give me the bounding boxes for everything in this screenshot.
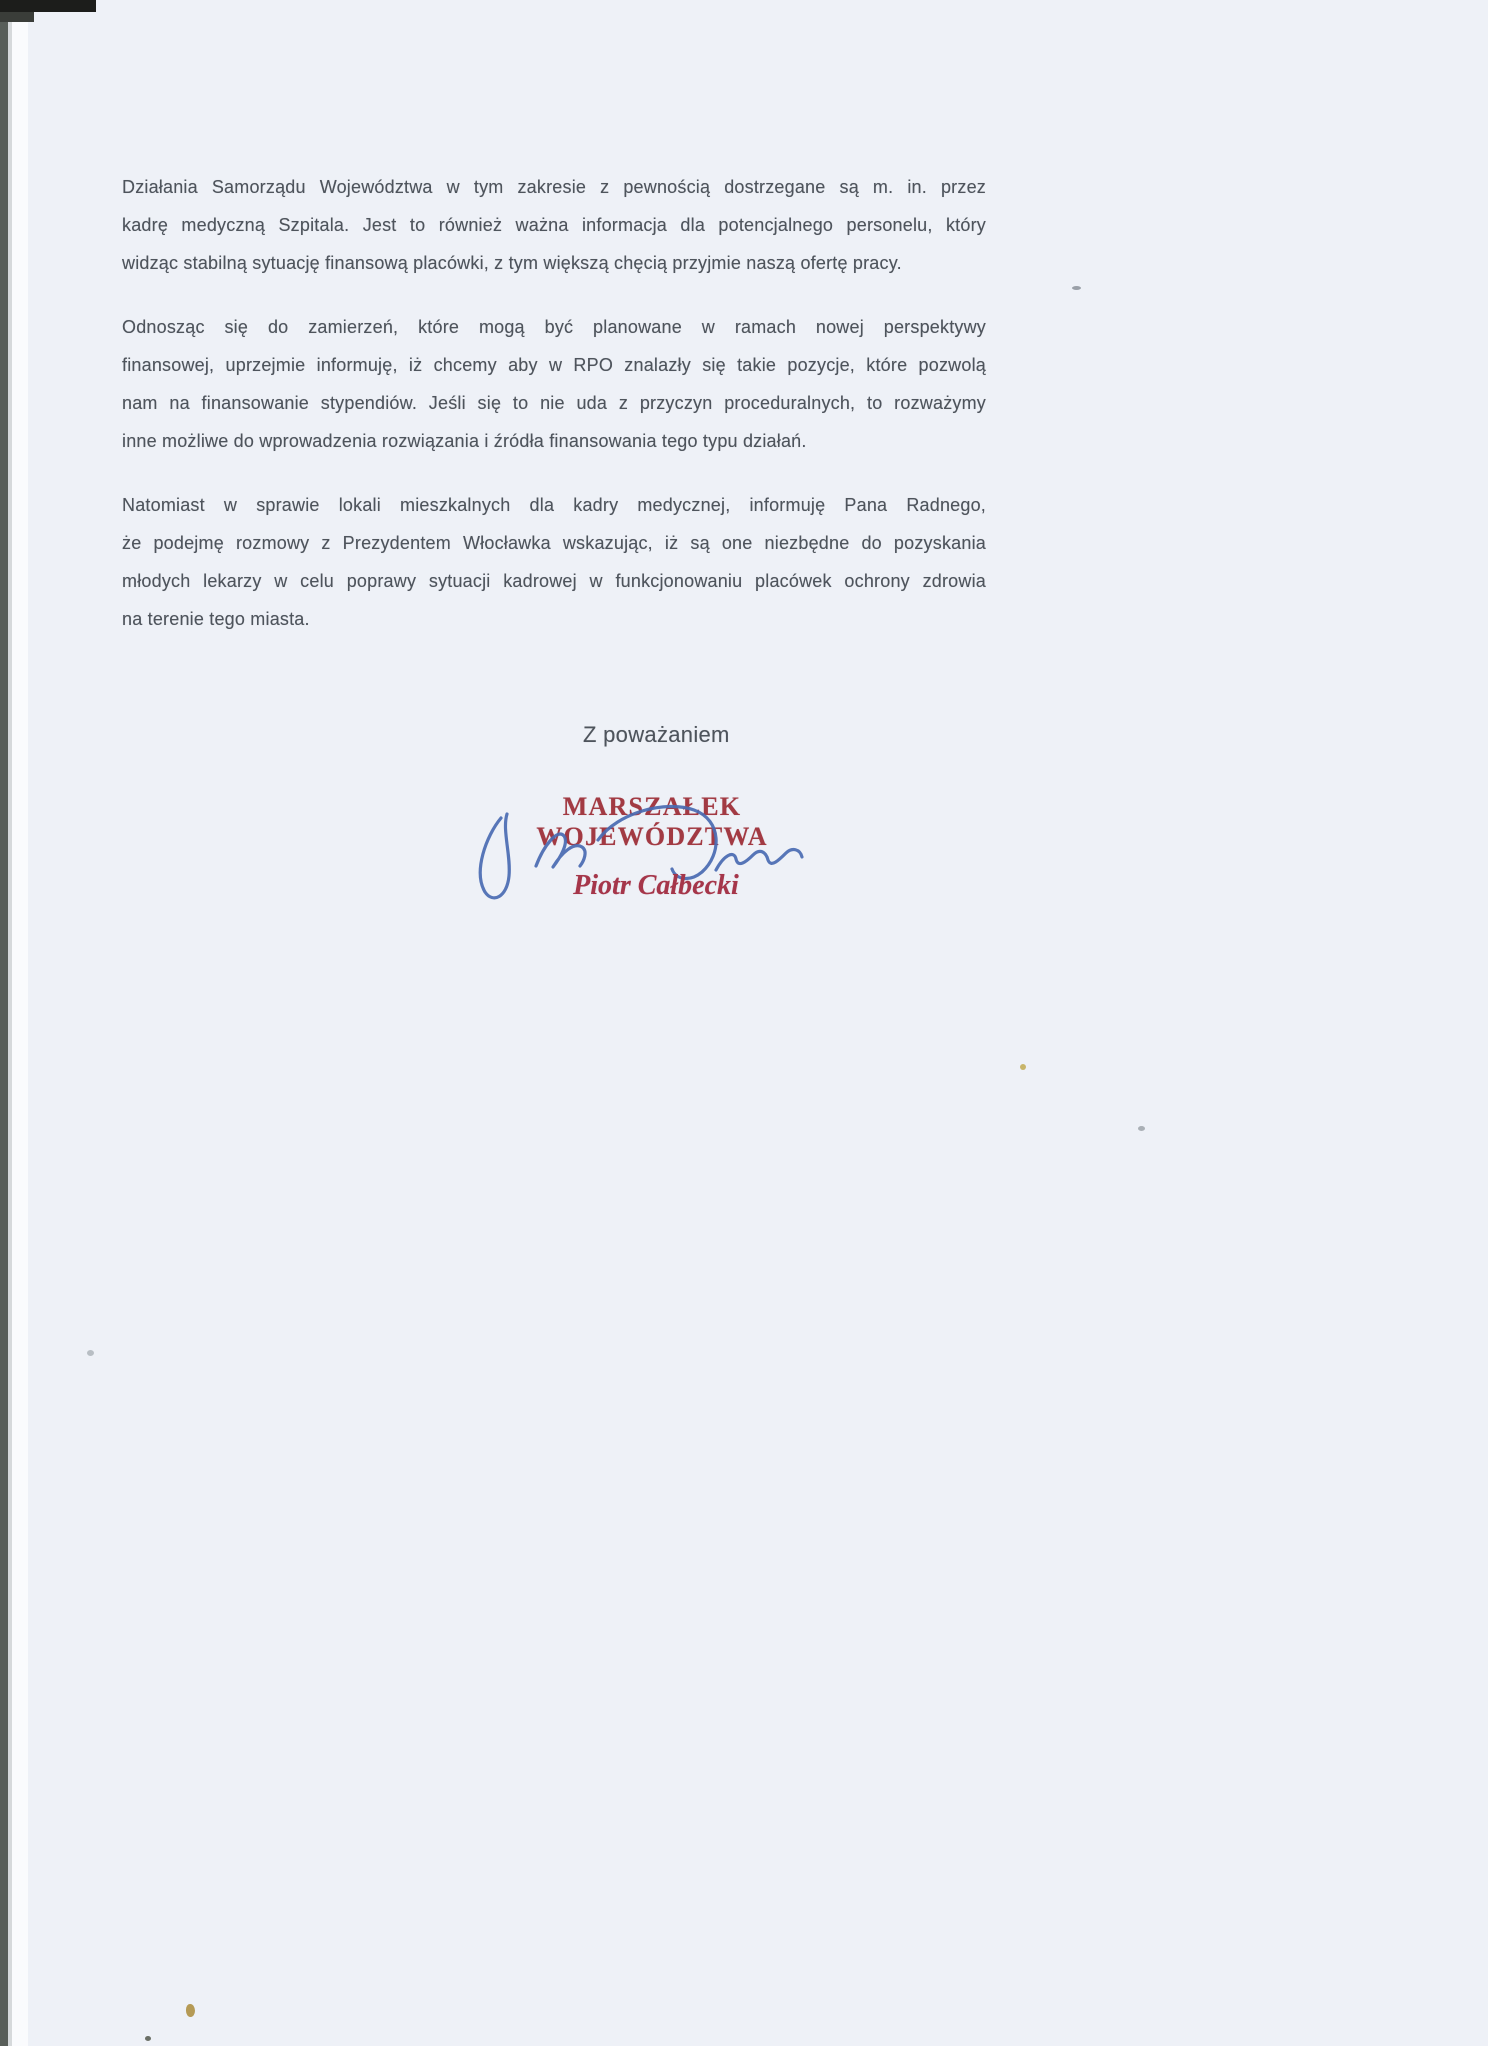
scan-speck: [1138, 1126, 1145, 1131]
scan-speck: [1020, 1064, 1026, 1070]
letter-paragraph: [122, 486, 986, 638]
closing-salutation: Z poważaniem: [583, 722, 730, 747]
paragraph-line: kadrę medyczną Szpitala. Jest to również ważna informacja dla potencjalnego personelu, który: [122, 215, 986, 235]
paragraph-line: Natomiast w sprawie lokali mieszkalnych dla kadry medycznej, informuję Pana Radnego,: [122, 495, 986, 515]
scan-speck: [1072, 286, 1081, 290]
paragraph-line: młodych lekarzy w celu poprawy sytuacji kadrowej w funkcjonowaniu placówek ochrony zdrowia: [122, 571, 986, 591]
signer-name: Piotr Całbecki: [573, 870, 739, 901]
paragraph-line: inne możliwe do wprowadzenia rozwiązania i źródła finansowania tego typu działań.: [122, 431, 807, 451]
scan-speck: [186, 2004, 195, 2017]
paragraph-line: na terenie tego miasta.: [122, 609, 310, 629]
paragraph-line: Odnosząc się do zamierzeń, które mogą być planowane w ramach nowej perspektywy: [122, 317, 986, 337]
paragraph-line: Działania Samorządu Województwa w tym zakresie z pewnością dostrzegane są m. in. przez: [122, 177, 986, 197]
letter-paragraph: [122, 308, 986, 460]
scan-edge-left: [0, 0, 8, 2046]
scan-speck: [145, 2036, 151, 2041]
paragraph-line: nam na finansowanie stypendiów. Jeśli się to nie uda z przyczyn proceduralnych, to rozważymy: [122, 393, 986, 413]
marshal-title-stamp: MARSZAŁEK WOJEWÓDZTWA: [536, 792, 768, 851]
letter-body: [122, 168, 986, 664]
scan-speck: [87, 1350, 94, 1356]
scan-corner-top-left-2: [0, 12, 34, 22]
paragraph-line: że podejmę rozmowy z Prezydentem Włocławka wskazując, iż są one niezbędne do pozyskania: [122, 533, 986, 553]
paragraph-line: widząc stabilną sytuację finansową placówki, z tym większą chęcią przyjmie naszą ofertę pracy.: [122, 253, 902, 273]
letter-paragraph: [122, 168, 986, 282]
scan-page-seam: [12, 0, 28, 2046]
scan-corner-top-left: [0, 0, 96, 12]
paragraph-line: finansowej, uprzejmie informuję, iż chcemy aby w RPO znalazły się takie pozycje, które pozwolą: [122, 355, 986, 375]
